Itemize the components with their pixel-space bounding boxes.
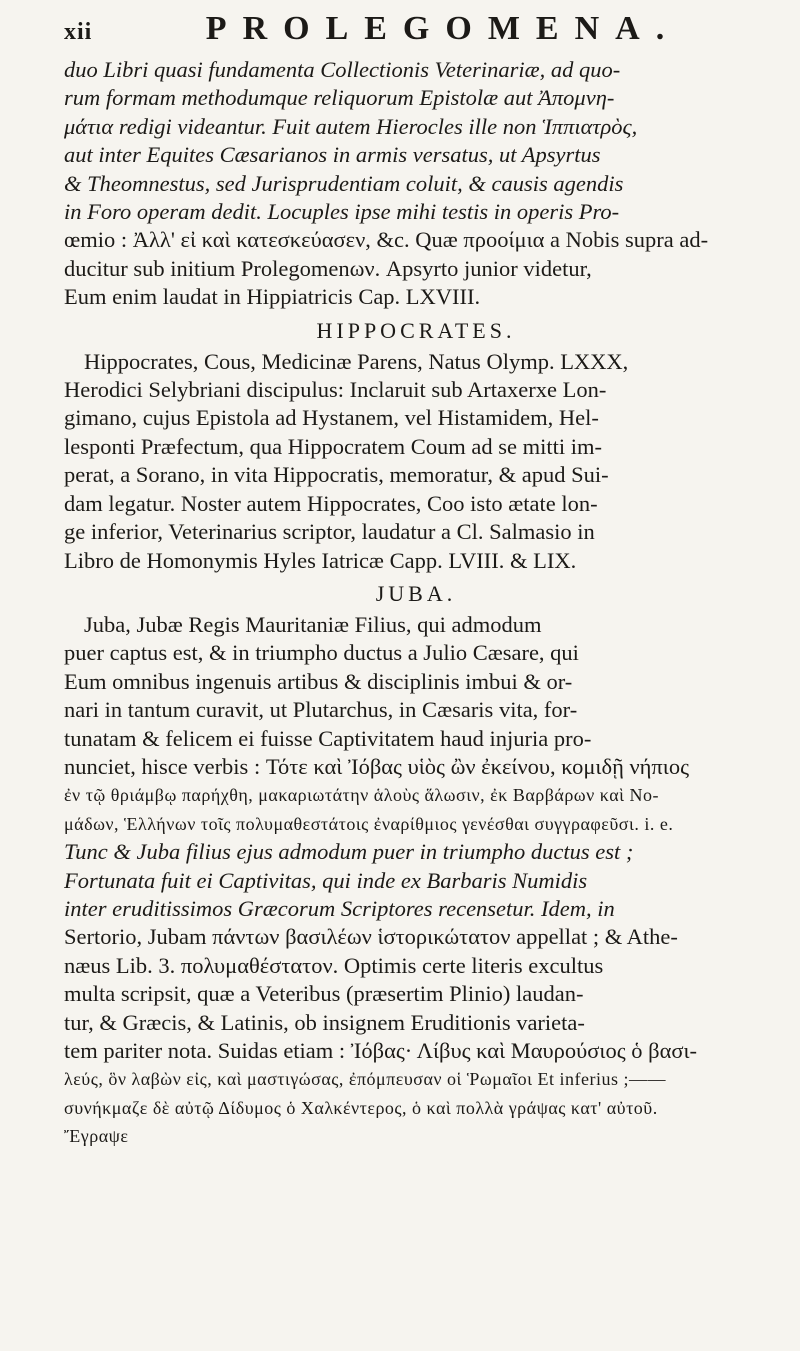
greek-text-line: λεύς, ὃν λαβὼν εἰς, καὶ μαστιγώσας, ἐπόμπευσαν οἱ Ῥωμαῖοι Et inferius ;—— — [64, 1069, 666, 1090]
page-number: xii — [64, 19, 93, 45]
text-line: duo Libri quasi fundamenta Collectionis Veterinariæ, ad quo- — [64, 57, 621, 82]
text-line: Libro de Homonymis Hyles Iatricæ Capp. LVIII. & LIX. — [64, 547, 577, 573]
text-line: œmio : Ἀλλ' εἰ καὶ κατεσκεύασεν, &c. Quæ προοίμια a Nobis supra ad- — [64, 227, 709, 253]
text-line: in Foro operam dedit. Locuples ipse mihi testis in operis Pro- — [64, 199, 620, 225]
text-line: Herodici Selybriani discipulus: Inclaruit sub Artaxerxe Lon- — [64, 377, 607, 403]
hierocles-continuation — [64, 56, 768, 312]
text-line: Fortunata fuit ei Captivitas, qui inde ex Barbaris Numidis — [64, 867, 588, 893]
text-line: μάτια redigi videantur. Fuit autem Hierocles ille non Ἱππιατρὸς, — [64, 113, 638, 139]
text-line: tur, & Græcis, & Latinis, ob insignem Eruditionis varieta- — [64, 1009, 585, 1035]
hippocrates-entry — [64, 348, 768, 575]
juba-entry — [64, 611, 768, 1151]
text-line: aut inter Equites Cæsarianos in armis versatus, ut Apsyrtus — [64, 142, 601, 168]
catchword: Ἔγραψε — [64, 1126, 129, 1147]
text-line: tem pariter nota. Suidas etiam : Ἰόβας· Λίβυς καὶ Μαυρούσιος ὁ βασι- — [64, 1038, 698, 1063]
section-heading-juba: JUBA. — [375, 580, 457, 606]
text-line: nunciet, hisce verbis : Τότε καὶ Ἰόβας υἱὸς ὢν ἐκείνου, κομιδῇ νήπιος — [64, 753, 689, 779]
text-line: puer captus est, & in triumpho ductus a Julio Cæsare, qui — [64, 640, 579, 666]
text-line: perat, a Sorano, in vita Hippocratis, memoratur, & apud Sui- — [64, 462, 609, 488]
greek-text-line: μάδων, Ἑλλήνων τοῖς πολυμαθεστάτοις ἐναρίθμιος γενέσθαι συγγραφεῦσι. i. e. — [64, 813, 674, 834]
text-line: Hippocrates, Cous, Medicinæ Parens, Natus Olymp. LXXX, — [84, 348, 629, 374]
text-line: rum formam methodumque reliquorum Epistolæ aut Ἀπομνη- — [64, 85, 615, 111]
text-line: Sertorio, Jubam πάντων βασιλέων ἱστορικώτατον appellat ; & Athe- — [64, 924, 678, 950]
text-line: dam legatur. Noster autem Hippocrates, Coo isto ætate lon- — [64, 490, 598, 516]
text-line: gimano, cujus Epistola ad Hystanem, vel Histamidem, Hel- — [64, 405, 599, 431]
text-line: tunatam & felicem ei fuisse Captivitatem haud injuria pro- — [64, 725, 592, 751]
text-line: Eum omnibus ingenuis artibus & disciplinis imbui & or- — [64, 668, 573, 694]
greek-text-line: συνήκμαζε δὲ αὐτῷ Δίδυμος ὁ Χαλκέντερος, ὁ καὶ πολλὰ γράψας κατ' αὐτοῦ. — [64, 1097, 658, 1118]
running-head: PROLEGOMENA. — [205, 10, 681, 47]
text-line: Juba, Jubæ Regis Mauritaniæ Filius, qui admodum — [84, 611, 542, 637]
text-line: Eum enim laudat in Hippiatricis Cap. LXVIII. — [64, 284, 481, 310]
text-line: Tunc & Juba filius ejus admodum puer in triumpho ductus est ; — [64, 839, 634, 865]
text-line: inter eruditissimos Græcorum Scriptores recensetur. Idem, in — [64, 895, 615, 921]
text-line: nari in tantum curavit, ut Plutarchus, in Cæsaris vita, for- — [64, 697, 578, 723]
greek-text-line: ἐν τῷ θριάμβῳ παρήχθη, μακαριωτάτην ἁλοὺς ἅλωσιν, ἐκ Βαρβάρων καὶ Νο- — [64, 785, 659, 806]
text-line: & Theomnestus, sed Jurisprudentiam coluit, & causis agendis — [64, 170, 624, 196]
text-line: næus Lib. 3. πολυμαθέστατον. Optimis certe literis excultus — [64, 952, 604, 978]
section-heading-hippocrates: HIPPOCRATES. — [316, 317, 516, 343]
text-line: ge inferior, Veterinarius scriptor, laudatur a Cl. Salmasio in — [64, 519, 595, 545]
page-header — [64, 0, 768, 56]
text-line: lesponti Præfectum, qua Hippocratem Coum ad se mitti im- — [64, 433, 603, 459]
text-line: ducitur sub initium Prolegomenων. Apsyrto junior videtur, — [64, 255, 592, 281]
text-line: multa scripsit, quæ a Veteribus (præsertim Plinio) laudan- — [64, 981, 584, 1007]
